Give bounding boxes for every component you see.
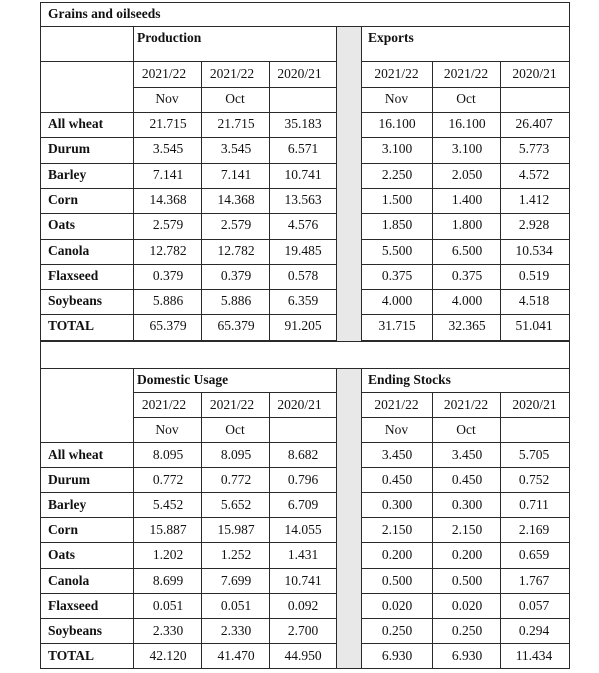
domestic-usage-cell: 1.431 [287,547,319,563]
bottom-left-year-0: 2021/22 [141,397,187,412]
ending-stocks-cell: 6.930 [451,647,483,663]
grid-line [361,568,570,569]
top-block-right-cell: 0.375 [451,267,483,283]
table-bottom-border [40,668,570,669]
top-block-right-cell: 51.041 [515,318,553,334]
grid-line [361,314,570,315]
domestic-usage-cell: 1.202 [152,547,184,563]
ending-stocks-cell: 2.169 [518,522,550,538]
top-block-left-cell: 5.886 [152,293,184,309]
grid-line [40,341,570,342]
top-block-right-cell: 4.572 [518,166,550,182]
top-block-right-cell: 32.365 [448,318,486,334]
grid-line [361,643,570,644]
top-block-left-cell: 0.379 [220,267,252,283]
top-block-right-cell: 1.850 [381,217,413,233]
grid-line [40,568,337,569]
grid-line [40,368,570,369]
ending-stocks-cell: 0.500 [381,572,413,588]
grid-line [40,643,337,644]
bottom-block-crop-label: TOTAL [48,647,95,663]
domestic-usage-cell: 5.652 [220,497,252,513]
top-block-right-cell: 0.375 [381,267,413,283]
domestic-usage-cell: 2.330 [220,622,252,638]
grid-line [40,492,337,493]
bottom-left-month-0: Nov [155,422,179,437]
top-block-crop-label: TOTAL [48,318,95,334]
ending-stocks-cell: 5.705 [518,447,550,462]
bottom-block-crop-label: Oats [48,547,75,563]
top-block-left-cell: 13.563 [284,191,322,207]
bottom-block-crop-label: Durum [48,472,91,488]
top-block-left-cell: 3.545 [152,141,184,157]
grid-line [269,392,270,668]
ending-stocks-cell: 0.200 [451,547,483,563]
ending-stocks-cell: 0.752 [518,472,550,488]
grid-line [40,264,337,265]
domestic-usage-cell: 41.470 [217,647,255,663]
top-block-right-cell: 10.534 [515,242,553,258]
bottom-right-year-2: 2020/21 [512,397,557,412]
grid-line [133,417,337,418]
grid-line [361,467,570,468]
top-block-right-cell: 1.412 [518,191,550,207]
grid-line [361,593,570,594]
grid-line [40,61,337,62]
top-block-left-cell: 14.368 [149,191,187,207]
domestic-usage-cell: 6.709 [287,497,319,513]
grid-line [361,61,570,62]
top-block-left-cell: 21.715 [217,116,255,131]
ending-stocks-cell: 2.150 [381,522,413,538]
grid-line [40,188,337,189]
grid-line [40,289,337,290]
top-block-left-month-0: Nov [155,91,179,106]
ending-stocks-cell: 3.450 [451,447,483,462]
top-block-right-cell: 5.500 [381,242,413,258]
grid-line [133,368,134,668]
ending-stocks-cell: 3.450 [381,447,413,462]
grid-line [40,163,337,164]
ending-stocks-cell: 1.767 [518,572,550,588]
domestic-usage-cell: 8.095 [220,447,252,462]
top-block-crop-label: Canola [48,242,90,258]
top-block-right-cell: 5.773 [518,141,550,157]
top-block-crop-label: Oats [48,217,75,233]
ending-stocks-cell: 11.434 [515,647,553,663]
domestic-usage-cell: 14.055 [284,522,322,538]
grid-line [133,87,337,88]
grid-line [361,542,570,543]
bottom-left-section-label: Domestic Usage [137,372,229,387]
top-block-right-cell: 3.100 [381,141,413,157]
top-block-left-year-1: 2021/22 [209,66,255,81]
domestic-usage-cell: 44.950 [284,647,322,663]
domestic-usage-cell: 0.796 [287,472,319,488]
bottom-block-crop-label: Canola [48,572,90,588]
column-separator-band [337,368,361,668]
top-block-left-cell: 5.886 [220,293,252,309]
grid-line [133,392,337,393]
ending-stocks-cell: 0.300 [451,497,483,513]
bottom-right-section-label: Ending Stocks [368,372,451,387]
top-block-right-cell: 1.800 [451,217,483,233]
grid-line [269,61,270,341]
domestic-usage-cell: 0.092 [287,597,319,613]
grid-line [40,593,337,594]
domestic-usage-cell: 1.252 [220,547,252,563]
top-block-left-cell: 2.579 [152,217,184,233]
top-block-right-cell: 1.500 [381,191,413,207]
grid-line [361,137,570,138]
domestic-usage-cell: 5.452 [152,497,184,513]
grid-line [40,542,337,543]
top-block-left-cell: 19.485 [284,242,322,258]
top-block-right-cell: 16.100 [378,116,416,131]
grid-line [500,61,501,341]
bottom-block-crop-label: Flaxseed [48,597,99,613]
top-block-crop-label: Barley [48,166,87,182]
top-block-left-section-label: Production [137,30,202,45]
top-block-crop-label: All wheat [48,116,104,131]
top-block-right-cell: 3.100 [451,141,483,157]
top-block-left-cell: 0.379 [152,267,184,283]
bottom-left-year-1: 2021/22 [209,397,255,412]
top-block-left-month-1: Oct [225,91,245,106]
ending-stocks-cell: 0.057 [518,597,550,613]
grid-line [361,442,570,443]
top-block-right-cell: 4.518 [518,293,550,309]
grid-line [361,239,570,240]
top-block-left-cell: 35.183 [284,116,322,131]
domestic-usage-cell: 8.699 [152,572,184,588]
top-block-left-cell: 14.368 [217,191,255,207]
ending-stocks-cell: 6.930 [381,647,413,663]
ending-stocks-cell: 0.020 [381,597,413,613]
top-block-left-cell: 6.359 [287,293,319,309]
grid-line [336,368,337,668]
domestic-usage-cell: 15.887 [149,522,187,538]
top-block-left-cell: 6.571 [287,141,319,157]
domestic-usage-cell: 10.741 [284,572,322,588]
domestic-usage-cell: 0.051 [220,597,252,613]
ending-stocks-cell: 2.150 [451,522,483,538]
top-block-right-cell: 2.250 [381,166,413,182]
domestic-usage-cell: 0.051 [152,597,184,613]
bottom-right-month-1: Oct [456,422,476,437]
top-block-crop-label: Durum [48,141,91,157]
grid-line [361,188,570,189]
top-block-crop-label: Corn [48,191,78,207]
top-block-crop-label: Soybeans [48,293,103,309]
domestic-usage-cell: 7.699 [220,572,252,588]
bottom-left-year-2: 2020/21 [277,397,322,412]
ending-stocks-cell: 0.294 [518,622,550,638]
grid-line [361,213,570,214]
top-block-left-cell: 4.576 [287,217,319,233]
top-block-right-year-0: 2021/22 [374,66,419,81]
domestic-usage-cell: 42.120 [149,647,187,663]
grid-line [361,289,570,290]
grid-line [40,442,337,443]
grid-line [361,417,570,418]
grid-line [361,163,570,164]
grid-line [361,264,570,265]
top-block-left-cell: 65.379 [149,318,187,334]
bottom-block-crop-label: All wheat [48,447,104,462]
table-top-border [40,2,570,3]
top-block-left-cell: 21.715 [149,116,187,131]
top-block-right-cell: 2.928 [518,217,550,233]
domestic-usage-cell: 15.987 [217,522,255,538]
top-block-right-cell: 0.519 [518,267,550,283]
ending-stocks-cell: 0.200 [381,547,413,563]
grid-line [40,618,337,619]
top-block-right-cell: 4.000 [451,293,483,309]
domestic-usage-cell: 2.700 [287,622,319,638]
grid-line [361,87,570,88]
grid-line [500,392,501,668]
grid-line [40,137,337,138]
ending-stocks-cell: 0.300 [381,497,413,513]
grid-line [361,368,362,668]
top-block-left-cell: 91.205 [284,318,322,334]
ending-stocks-cell: 0.500 [451,572,483,588]
grid-line [40,467,337,468]
bottom-block-crop-label: Barley [48,497,87,513]
top-block-right-cell: 6.500 [451,242,483,258]
top-block-right-month-1: Oct [456,91,476,106]
top-block-left-year-2: 2020/21 [277,66,322,81]
domestic-usage-cell: 0.772 [152,472,184,488]
top-block-left-cell: 7.141 [220,166,252,182]
top-block-left-cell: 12.782 [149,242,187,258]
ending-stocks-cell: 0.450 [451,472,483,488]
bottom-block-crop-label: Soybeans [48,622,103,638]
domestic-usage-cell: 8.682 [287,447,319,462]
top-block-right-cell: 2.050 [451,166,483,182]
top-block-left-cell: 7.141 [152,166,184,182]
grid-line [40,213,337,214]
bottom-right-year-0: 2021/22 [374,397,419,412]
top-block-left-cell: 12.782 [217,242,255,258]
top-block-right-cell: 31.715 [378,318,416,334]
top-block-left-cell: 2.579 [220,217,252,233]
top-block-right-cell: 26.407 [515,116,553,131]
grid-line [361,392,570,393]
ending-stocks-cell: 0.250 [451,622,483,638]
domestic-usage-cell: 2.330 [152,622,184,638]
top-block-left-cell: 3.545 [220,141,252,157]
domestic-usage-cell: 8.095 [152,447,184,462]
table-title: Grains and oilseeds [48,6,161,21]
top-block-left-cell: 0.578 [287,267,319,283]
bottom-left-month-1: Oct [225,422,245,437]
grid-line [361,112,570,113]
grid-line [40,112,337,113]
top-block-crop-label: Flaxseed [48,267,99,283]
bottom-right-year-1: 2021/22 [443,397,489,412]
bottom-block-crop-label: Corn [48,522,78,538]
ending-stocks-cell: 0.020 [451,597,483,613]
top-block-right-month-0: Nov [384,91,409,106]
top-block-left-cell: 10.741 [284,166,322,182]
grid-line [361,517,570,518]
bottom-right-month-0: Nov [384,422,409,437]
top-block-left-cell: 65.379 [217,318,255,334]
grid-line [40,239,337,240]
top-block-right-year-2: 2020/21 [512,66,557,81]
top-block-right-year-1: 2021/22 [443,66,489,81]
grid-line [336,26,337,341]
column-separator-band [337,27,361,341]
grid-line [40,517,337,518]
ending-stocks-cell: 0.659 [518,547,550,563]
top-block-left-year-0: 2021/22 [141,66,187,81]
ending-stocks-cell: 0.450 [381,472,413,488]
top-block-right-cell: 4.000 [381,293,413,309]
domestic-usage-cell: 0.772 [220,472,252,488]
title-divider [40,26,570,27]
ending-stocks-cell: 0.711 [519,497,549,513]
top-block-right-cell: 1.400 [451,191,483,207]
grid-line [361,492,570,493]
grid-line [361,618,570,619]
ending-stocks-cell: 0.250 [381,622,413,638]
grid-line [40,314,337,315]
top-block-right-section-label: Exports [368,30,414,45]
top-block-right-cell: 16.100 [448,116,486,131]
